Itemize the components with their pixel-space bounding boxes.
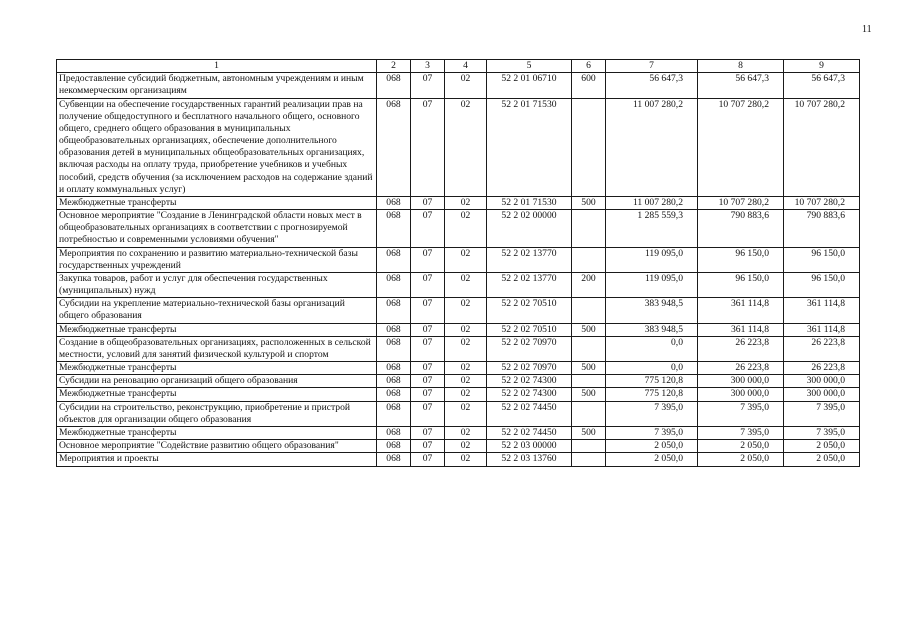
- cell-csr: 52 2 02 13770: [487, 272, 572, 297]
- cell-glava: 068: [377, 336, 411, 361]
- cell-sum-1: 119 095,0: [606, 272, 698, 297]
- cell-sum-3: 2 050,0: [784, 453, 860, 466]
- cell-podrazdel: 02: [445, 336, 487, 361]
- cell-glava: 068: [377, 210, 411, 248]
- cell-glava: 068: [377, 323, 411, 336]
- cell-csr: 52 2 01 71530: [487, 196, 572, 209]
- cell-sum-2: 300 000,0: [698, 375, 784, 388]
- cell-vr: 500: [572, 196, 606, 209]
- cell-glava: 068: [377, 272, 411, 297]
- cell-sum-3: 96 150,0: [784, 247, 860, 272]
- cell-glava: 068: [377, 362, 411, 375]
- cell-podrazdel: 02: [445, 388, 487, 401]
- cell-podrazdel: 02: [445, 375, 487, 388]
- table-row: [57, 272, 860, 297]
- table-row: [57, 73, 860, 98]
- cell-sum-1: 2 050,0: [606, 453, 698, 466]
- cell-csr: 52 2 03 13760: [487, 453, 572, 466]
- col-header: 2: [377, 60, 411, 73]
- cell-sum-2: 10 707 280,2: [698, 196, 784, 209]
- cell-podrazdel: 02: [445, 247, 487, 272]
- cell-sum-2: 96 150,0: [698, 247, 784, 272]
- cell-sum-3: 361 114,8: [784, 298, 860, 323]
- cell-sum-2: 7 395,0: [698, 426, 784, 439]
- table-row: [57, 426, 860, 439]
- cell-vr: [572, 336, 606, 361]
- col-header: 8: [698, 60, 784, 73]
- cell-sum-3: 300 000,0: [784, 388, 860, 401]
- cell-vr: 600: [572, 73, 606, 98]
- cell-podrazdel: 02: [445, 298, 487, 323]
- cell-glava: 068: [377, 440, 411, 453]
- cell-vr: 500: [572, 388, 606, 401]
- cell-razdel: 07: [411, 362, 445, 375]
- row-name: Основное мероприятие "Создание в Ленинградской области новых мест в общеобразовательных организациях в соответствии с прогнозируемой потребностью и современными условиями обучения": [57, 210, 377, 248]
- cell-sum-3: 2 050,0: [784, 440, 860, 453]
- cell-sum-3: 361 114,8: [784, 323, 860, 336]
- cell-sum-2: 56 647,3: [698, 73, 784, 98]
- cell-sum-2: 361 114,8: [698, 323, 784, 336]
- cell-razdel: 07: [411, 388, 445, 401]
- cell-sum-1: 775 120,8: [606, 388, 698, 401]
- cell-sum-2: 790 883,6: [698, 210, 784, 248]
- cell-sum-1: 0,0: [606, 362, 698, 375]
- cell-sum-2: 7 395,0: [698, 401, 784, 426]
- cell-glava: 068: [377, 375, 411, 388]
- cell-vr: 500: [572, 323, 606, 336]
- cell-vr: [572, 298, 606, 323]
- cell-csr: 52 2 02 74300: [487, 388, 572, 401]
- cell-csr: 52 2 02 70970: [487, 362, 572, 375]
- cell-razdel: 07: [411, 323, 445, 336]
- cell-sum-1: 11 007 280,2: [606, 98, 698, 196]
- row-name: Субсидии на реновацию организаций общего образования: [57, 375, 377, 388]
- cell-podrazdel: 02: [445, 453, 487, 466]
- col-header: 9: [784, 60, 860, 73]
- cell-sum-2: 300 000,0: [698, 388, 784, 401]
- table-row: [57, 247, 860, 272]
- cell-podrazdel: 02: [445, 440, 487, 453]
- table-row: [57, 453, 860, 466]
- table-row: [57, 388, 860, 401]
- cell-vr: [572, 375, 606, 388]
- cell-sum-1: 775 120,8: [606, 375, 698, 388]
- col-header: 7: [606, 60, 698, 73]
- cell-sum-1: 1 285 559,3: [606, 210, 698, 248]
- row-name: Межбюджетные трансферты: [57, 426, 377, 439]
- cell-razdel: 07: [411, 298, 445, 323]
- cell-podrazdel: 02: [445, 98, 487, 196]
- table-row: [57, 362, 860, 375]
- cell-podrazdel: 02: [445, 426, 487, 439]
- cell-sum-3: 56 647,3: [784, 73, 860, 98]
- cell-razdel: 07: [411, 73, 445, 98]
- row-name: Субсидии на укрепление материально-технической базы организаций общего образования: [57, 298, 377, 323]
- cell-podrazdel: 02: [445, 196, 487, 209]
- cell-podrazdel: 02: [445, 362, 487, 375]
- cell-glava: 068: [377, 196, 411, 209]
- cell-vr: [572, 247, 606, 272]
- row-name: Закупка товаров, работ и услуг для обеспечения государственных (муниципальных) нужд: [57, 272, 377, 297]
- col-header: 1: [57, 60, 377, 73]
- cell-vr: [572, 440, 606, 453]
- cell-podrazdel: 02: [445, 210, 487, 248]
- cell-sum-1: 383 948,5: [606, 323, 698, 336]
- cell-razdel: 07: [411, 272, 445, 297]
- cell-sum-1: 7 395,0: [606, 426, 698, 439]
- row-name: Мероприятия по сохранению и развитию материально-технической базы государственных учреждений: [57, 247, 377, 272]
- cell-sum-3: 96 150,0: [784, 272, 860, 297]
- cell-razdel: 07: [411, 426, 445, 439]
- row-name: Межбюджетные трансферты: [57, 388, 377, 401]
- cell-csr: 52 2 03 00000: [487, 440, 572, 453]
- cell-sum-3: 26 223,8: [784, 336, 860, 361]
- cell-vr: [572, 401, 606, 426]
- cell-vr: [572, 98, 606, 196]
- cell-csr: 52 2 02 70510: [487, 298, 572, 323]
- cell-razdel: 07: [411, 210, 445, 248]
- cell-glava: 068: [377, 73, 411, 98]
- cell-sum-2: 96 150,0: [698, 272, 784, 297]
- cell-podrazdel: 02: [445, 323, 487, 336]
- cell-sum-3: 790 883,6: [784, 210, 860, 248]
- table-row: [57, 196, 860, 209]
- cell-vr: 500: [572, 426, 606, 439]
- table-row: [57, 375, 860, 388]
- cell-sum-3: 26 223,8: [784, 362, 860, 375]
- cell-razdel: 07: [411, 247, 445, 272]
- cell-sum-3: 10 707 280,2: [784, 196, 860, 209]
- cell-sum-1: 119 095,0: [606, 247, 698, 272]
- cell-csr: 52 2 02 74450: [487, 401, 572, 426]
- cell-sum-1: 0,0: [606, 336, 698, 361]
- col-header: 4: [445, 60, 487, 73]
- cell-csr: 52 2 01 71530: [487, 98, 572, 196]
- table-row: [57, 298, 860, 323]
- col-header: 5: [487, 60, 572, 73]
- col-header: 6: [572, 60, 606, 73]
- row-name: Межбюджетные трансферты: [57, 323, 377, 336]
- cell-glava: 068: [377, 426, 411, 439]
- cell-sum-1: 56 647,3: [606, 73, 698, 98]
- table-row: [57, 440, 860, 453]
- cell-vr: [572, 210, 606, 248]
- row-name: Межбюджетные трансферты: [57, 362, 377, 375]
- cell-sum-3: 10 707 280,2: [784, 98, 860, 196]
- cell-csr: 52 2 02 70510: [487, 323, 572, 336]
- cell-csr: 52 2 02 70970: [487, 336, 572, 361]
- cell-razdel: 07: [411, 453, 445, 466]
- row-name: Субвенции на обеспечение государственных гарантий реализации прав на получение общедоступного и бесплатного начального общего, основного общего, среднего общего образования в муниципальных общеобразовательных организациях, обеспечение дополнительного образования детей в муниципальных общеобразовательных организациях, включая расходы на оплату труда, приобретение учебников и учебных пособий, средств обучения (за исключением расходов на содержание зданий и оплату коммунальных услуг): [57, 98, 377, 196]
- cell-sum-1: 383 948,5: [606, 298, 698, 323]
- cell-razdel: 07: [411, 375, 445, 388]
- cell-sum-2: 26 223,8: [698, 362, 784, 375]
- table-row: [57, 401, 860, 426]
- budget-table: [56, 59, 860, 467]
- cell-sum-1: 7 395,0: [606, 401, 698, 426]
- row-name: Мероприятия и проекты: [57, 453, 377, 466]
- table-row: [57, 336, 860, 361]
- row-name: Предоставление субсидий бюджетным, автономным учреждениям и иным некоммерческим организациям: [57, 73, 377, 98]
- cell-razdel: 07: [411, 336, 445, 361]
- cell-vr: 500: [572, 362, 606, 375]
- table-row: [57, 323, 860, 336]
- cell-sum-2: 2 050,0: [698, 440, 784, 453]
- row-name: Субсидии на строительство, реконструкцию, приобретение и пристрой объектов для организации общего образования: [57, 401, 377, 426]
- page-number: 11: [862, 24, 872, 35]
- cell-sum-2: 361 114,8: [698, 298, 784, 323]
- cell-csr: 52 2 02 74450: [487, 426, 572, 439]
- cell-glava: 068: [377, 453, 411, 466]
- cell-podrazdel: 02: [445, 73, 487, 98]
- cell-sum-2: 10 707 280,2: [698, 98, 784, 196]
- table-row: [57, 98, 860, 196]
- row-name: Создание в общеобразовательных организациях, расположенных в сельской местности, условий для занятий физической культурой и спортом: [57, 336, 377, 361]
- row-name: Межбюджетные трансферты: [57, 196, 377, 209]
- col-header: 3: [411, 60, 445, 73]
- cell-sum-3: 7 395,0: [784, 401, 860, 426]
- cell-razdel: 07: [411, 98, 445, 196]
- cell-razdel: 07: [411, 401, 445, 426]
- cell-sum-1: 11 007 280,2: [606, 196, 698, 209]
- cell-glava: 068: [377, 98, 411, 196]
- cell-glava: 068: [377, 298, 411, 323]
- cell-sum-3: 300 000,0: [784, 375, 860, 388]
- cell-podrazdel: 02: [445, 272, 487, 297]
- row-name: Основное мероприятие "Содействие развитию общего образования": [57, 440, 377, 453]
- cell-csr: 52 2 01 06710: [487, 73, 572, 98]
- cell-glava: 068: [377, 401, 411, 426]
- cell-razdel: 07: [411, 440, 445, 453]
- header-row: [57, 60, 860, 73]
- cell-glava: 068: [377, 247, 411, 272]
- cell-glava: 068: [377, 388, 411, 401]
- table-row: [57, 210, 860, 248]
- cell-sum-2: 2 050,0: [698, 453, 784, 466]
- cell-csr: 52 2 02 13770: [487, 247, 572, 272]
- cell-sum-3: 7 395,0: [784, 426, 860, 439]
- cell-vr: [572, 453, 606, 466]
- cell-csr: 52 2 02 74300: [487, 375, 572, 388]
- cell-razdel: 07: [411, 196, 445, 209]
- cell-csr: 52 2 02 00000: [487, 210, 572, 248]
- cell-sum-1: 2 050,0: [606, 440, 698, 453]
- cell-podrazdel: 02: [445, 401, 487, 426]
- cell-sum-2: 26 223,8: [698, 336, 784, 361]
- cell-vr: 200: [572, 272, 606, 297]
